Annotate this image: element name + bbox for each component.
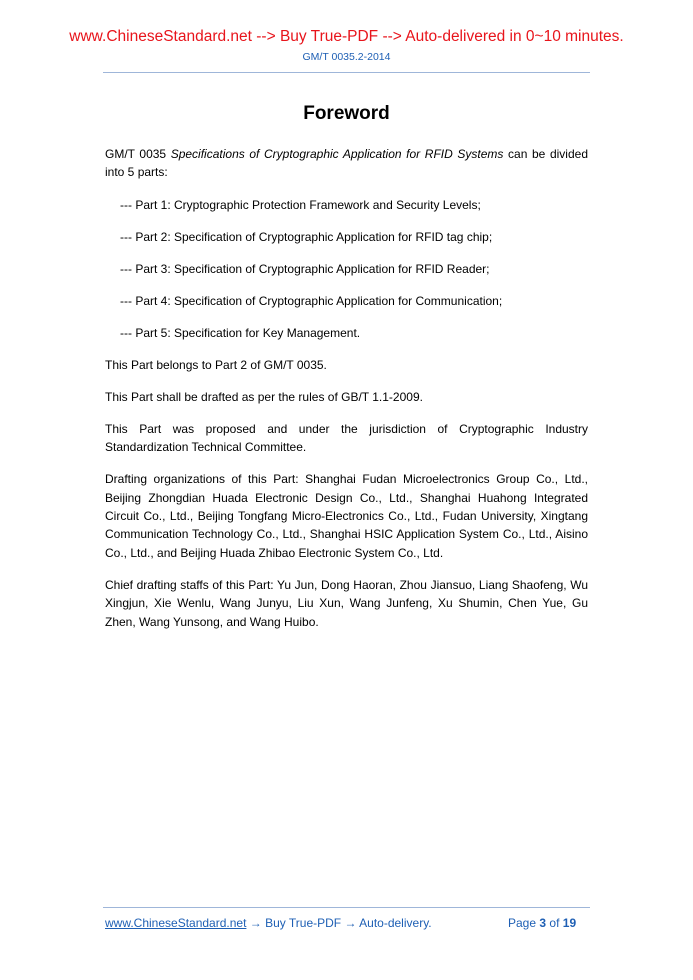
footer-delivery-text: Auto-delivery.	[359, 916, 432, 930]
footer-buy-text: Buy True-PDF	[265, 916, 342, 930]
intro-paragraph	[105, 145, 588, 182]
arrow-right-icon: →	[344, 916, 357, 930]
standard-number: GM/T 0035.2-2014	[302, 51, 391, 63]
part-item-4: --- Part 4: Specification of Cryptographic Application for Communication;	[120, 293, 503, 308]
promo-banner[interactable]: www.ChineseStandard.net --> Buy True-PDF --> Auto-delivered in 0~10 minutes.	[69, 28, 624, 45]
paragraph-drafting-organizations: Drafting organizations of this Part: Shanghai Fudan Microelectronics Group Co., Ltd., Beijing Zhongdian Huada Electronic Design Co., Ltd., Shanghai Huahong Integrated Circuit Co., Ltd., Beijing Tongfang Micro-Electronics Co., Ltd., Fudan University, Xingtang Communication Technology Co., Ltd., Shanghai HSIC Application System Co., Ltd., Aisino Co., Ltd., and Beijing Huada Zhibao Electronic System Co., Ltd.	[105, 472, 588, 560]
page-of-label: of	[549, 916, 560, 930]
page-counter	[508, 916, 576, 930]
footer-divider	[103, 907, 590, 908]
paragraph-chief-drafting-staffs: Chief drafting staffs of this Part: Yu Jun, Dong Haoran, Zhou Jiansuo, Liang Shaofeng, Wu Xingjun, Xie Wenlu, Wang Junyu, Liu Xun, Wang Junfeng, Xu Shumin, Chen Yue, Gu Zhen, Wang Yunsong, and Wang Huibo.	[105, 577, 588, 629]
intro-suffix: can be divided into 5 parts:	[105, 147, 588, 180]
part-item-5: --- Part 5: Specification for Key Management.	[120, 325, 361, 340]
intro-prefix: GM/T 0035	[105, 147, 171, 161]
header-divider	[103, 72, 590, 73]
intro-standard-title: Specifications of Cryptographic Application for RFID Systems	[170, 147, 504, 161]
part-item-3: --- Part 3: Specification of Cryptographic Application for RFID Reader;	[120, 261, 490, 276]
part-item-1: --- Part 1: Cryptographic Protection Framework and Security Levels;	[120, 197, 481, 212]
page-number: 3	[539, 916, 547, 930]
paragraph-jurisdiction: This Part was proposed and under the jurisdiction of Cryptographic Industry Standardization Technical Committee.	[105, 421, 588, 455]
document-body	[105, 145, 588, 645]
footer-promo	[105, 916, 432, 930]
part-item-2: --- Part 2: Specification of Cryptographic Application for RFID tag chip;	[120, 229, 493, 244]
arrow-right-icon: →	[249, 916, 262, 930]
page-label: Page	[508, 916, 537, 930]
page-title: Foreword	[303, 103, 390, 124]
footer-site-link[interactable]: www.ChineseStandard.net	[105, 916, 247, 930]
paragraph-part-belongs: This Part belongs to Part 2 of GM/T 0035.	[105, 357, 327, 372]
page-total: 19	[562, 916, 577, 930]
paragraph-drafting-rules: This Part shall be drafted as per the rules of GB/T 1.1-2009.	[105, 389, 423, 404]
